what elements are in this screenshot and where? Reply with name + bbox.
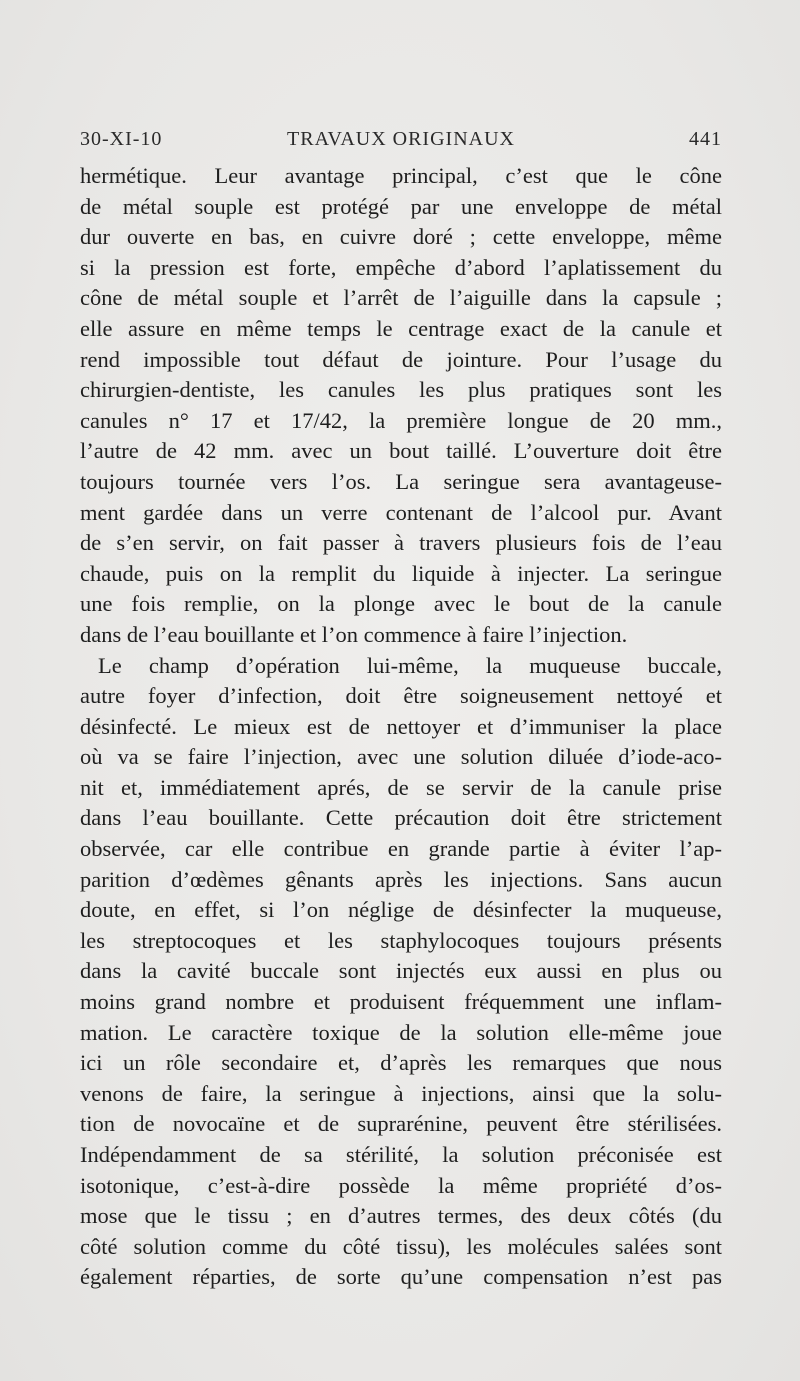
text-line: côté solution comme du côté tissu), les molécules salées sont — [80, 1233, 722, 1259]
page-number: 441 — [689, 128, 722, 150]
text-line: si la pression est forte, empêche d’abord l’aplatissement du — [80, 254, 722, 280]
text-line: autre foyer d’infection, doit être soigneusement nettoyé et — [80, 683, 722, 709]
text-line: nit et, immédiatement aprés, de se servir de la canule prise — [80, 774, 722, 800]
text-line: elle assure en même temps le centrage exact de la canule et — [80, 315, 722, 341]
text-line: mation. Le caractère toxique de la solution elle-même joue — [80, 1019, 722, 1045]
text-line: doute, en effet, si l’on néglige de désinfecter la muqueuse, — [80, 897, 722, 923]
header-title: TRAVAUX ORIGINAUX — [287, 128, 515, 150]
text-line: ment gardée dans un verre contenant de l’alcool pur. Avant — [80, 499, 722, 525]
paragraph-start-line: Le champ d’opération lui-même, la muqueuse buccale, — [98, 652, 722, 678]
text-line: où va se faire l’injection, avec une solution diluée d’iode-aco- — [80, 744, 722, 770]
text-line: une fois remplie, on la plonge avec le bout de la canule — [80, 591, 722, 617]
text-line: dans de l’eau bouillante et l’on commence à faire l’injection. — [80, 621, 628, 647]
text-line: rend impossible tout défaut de jointure. Pour l’usage du — [80, 346, 722, 372]
text-line: Indépendamment de sa stérilité, la solution préconisée est — [80, 1142, 722, 1167]
text-line: dur ouverte en bas, en cuivre doré ; cette enveloppe, même — [80, 224, 722, 250]
header-date: 30-XI-10 — [80, 128, 163, 150]
text-line: toujours tournée vers l’os. La seringue sera avantageuse- — [80, 468, 722, 494]
text-line: chirurgien-dentiste, les canules les plus pratiques sont les — [80, 377, 722, 403]
text-line: parition d’œdèmes gênants après les injections. Sans aucun — [80, 866, 722, 892]
text-line: cône de métal souple et l’arrêt de l’aiguille dans la capsule ; — [80, 285, 722, 311]
text-line: hermétique. Leur avantage principal, c’est que le cône — [80, 163, 722, 188]
text-line: les streptocoques et les staphylocoques toujours présents — [80, 927, 722, 953]
text-line: chaude, puis on la remplit du liquide à injecter. La seringue — [80, 560, 722, 586]
text-line: également réparties, de sorte qu’une compensation n’est pas — [80, 1264, 722, 1290]
text-line: moins grand nombre et produisent fréquemment une inflam- — [80, 989, 722, 1015]
text-line: canules n° 17 et 17/42, la première longue de 20 mm., — [80, 407, 722, 433]
text-line: mose que le tissu ; en d’autres termes, des deux côtés (du — [80, 1203, 722, 1229]
text-line: de s’en servir, on fait passer à travers plusieurs fois de l’eau — [80, 530, 722, 556]
text-line: venons de faire, la seringue à injections, ainsi que la solu- — [80, 1080, 722, 1106]
text-line: dans la cavité buccale sont injectés eux aussi en plus ou — [80, 958, 722, 984]
text-line: dans l’eau bouillante. Cette précaution doit être strictement — [80, 805, 722, 831]
running-header — [80, 128, 722, 156]
text-line: tion de novocaïne et de suprarénine, peuvent être stérilisées. — [80, 1111, 722, 1137]
text-line: l’autre de 42 mm. avec un bout taillé. L’ouverture doit être — [80, 438, 722, 464]
text-line: isotonique, c’est-à-dire possède la même propriété d’os- — [80, 1172, 722, 1198]
text-line: observée, car elle contribue en grande partie à éviter l’ap- — [80, 836, 722, 862]
text-line: de métal souple est protégé par une enveloppe de métal — [80, 193, 722, 219]
text-line: ici un rôle secondaire et, d’après les remarques que nous — [80, 1050, 722, 1076]
body-text — [80, 161, 722, 1293]
text-line: désinfecté. Le mieux est de nettoyer et d’immuniser la place — [80, 713, 722, 739]
